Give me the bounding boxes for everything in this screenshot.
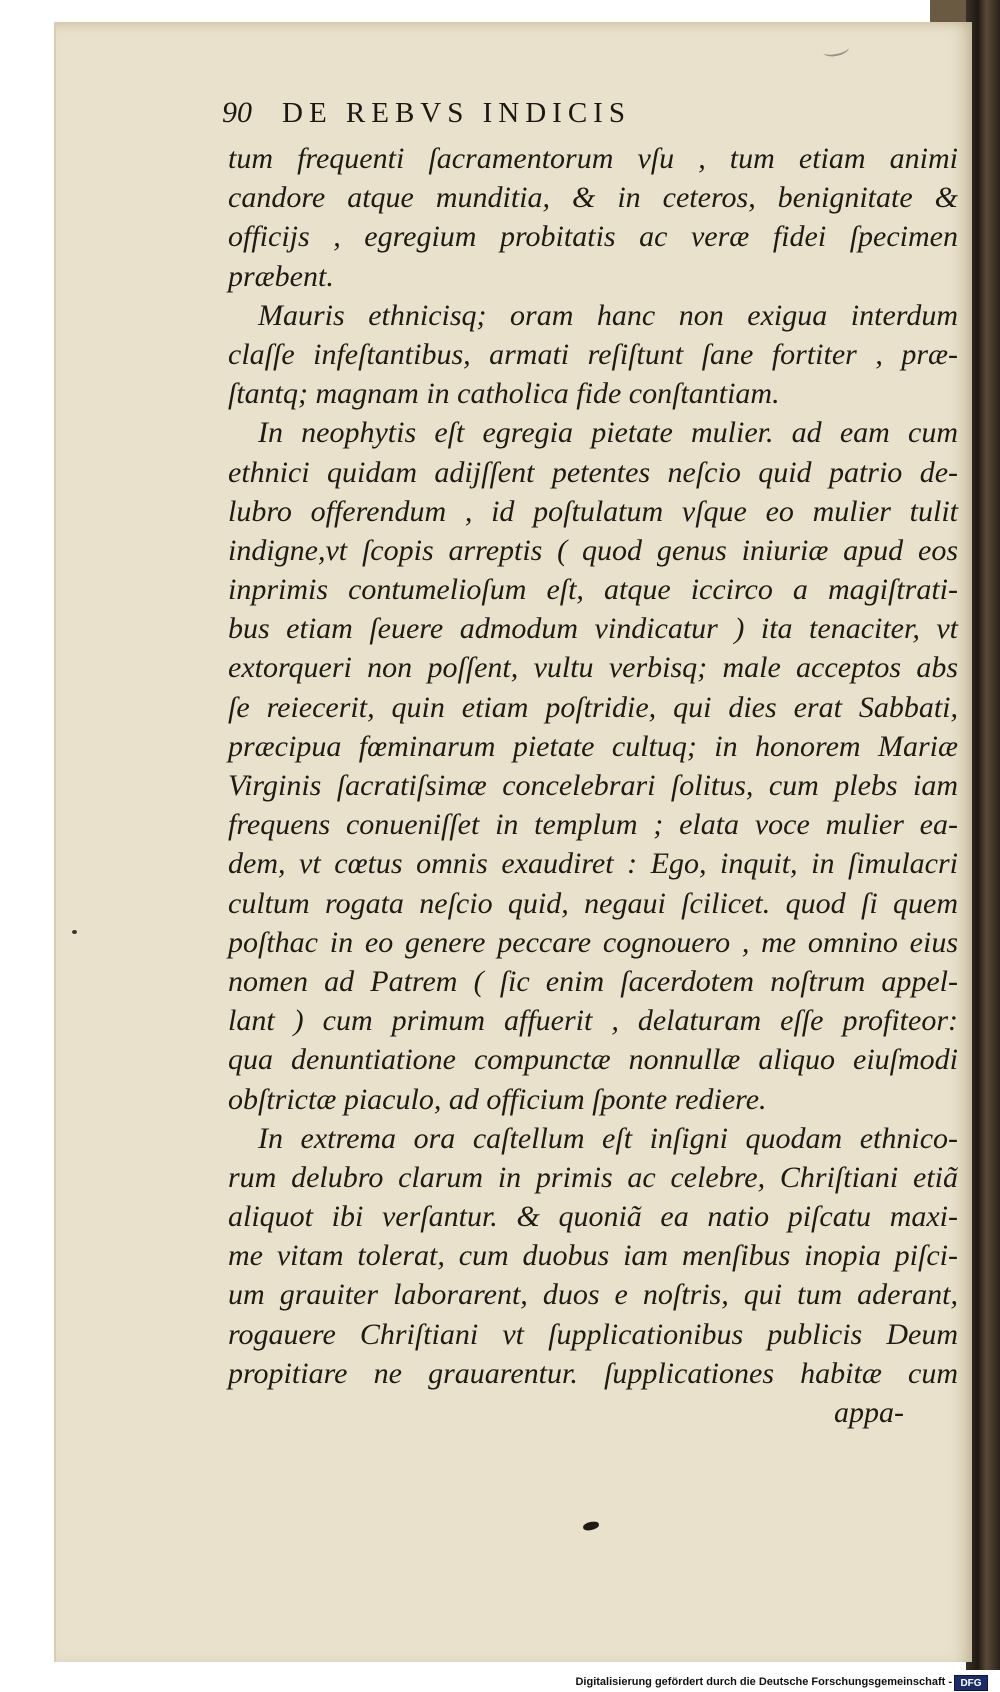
text-line: me vitam tolerat, cum duobus iam menſibus inopia piſci-: [228, 1239, 958, 1273]
text-line: præcipua fœminarum pietate cultuq; in honorem Mariæ: [228, 729, 958, 763]
text-line: um grauiter laborarent, duos e noſtris, qui tum aderant,: [228, 1278, 958, 1312]
text-line: poſthac in eo genere peccare cognouero , me omnino eius: [228, 925, 958, 959]
paper-speck: [72, 930, 77, 934]
text-line: candore atque munditia, & in ceteros, benignitate &: [228, 181, 958, 215]
page-number: 90: [222, 96, 252, 129]
text-line: ethnici quidam adijſſent petentes neſcio quid patrio de-: [228, 455, 958, 489]
text-line: frequens conueniſſet in templum ; elata voce mulier ea-: [228, 808, 958, 842]
text-line: rogauere Chriſtiani vt ſupplicationibus publicis Deum: [228, 1317, 958, 1351]
text-line: qua denuntiatione compunctæ nonnullæ aliquo eiuſmodi: [228, 1043, 958, 1077]
text-line: ſe reiecerit, quin etiam poſtridie, qui dies erat Sabbati,: [228, 690, 958, 724]
text-line: lubro offerendum , id poſtulatum vſque eo mulier tulit: [228, 494, 958, 528]
dfg-logo-icon: DFG: [954, 1675, 988, 1691]
text-line: officijs , egregium probitatis ac veræ fidei ſpecimen: [228, 220, 958, 254]
text-line: claſſe infeſtantibus, armati reſiſtunt ſane fortiter , præ-: [228, 337, 958, 371]
text-line: dem, vt cœtus omnis exaudiret : Ego, inquit, in ſimulacri: [228, 847, 958, 881]
text-line: In extrema ora caſtellum eſt inſigni quodam ethnico-: [258, 1121, 958, 1155]
text-line: rum delubro clarum in primis ac celebre, Chriſtiani etiã: [228, 1160, 958, 1194]
page-header: [222, 96, 832, 142]
text-line: tum frequenti ſacramentorum vſu , tum etiam animi: [228, 142, 958, 175]
text-line: obſtrictæ piaculo, ad officium ſponte rediere.: [228, 1082, 767, 1116]
text-line: bus etiam ſeuere admodum vindicatur ) ita tenaciter, vt: [228, 612, 958, 646]
text-line: aliquot ibi verſantur. & quoniã ea natio piſcatu maxi-: [228, 1200, 958, 1234]
text-line: Mauris ethnicisq; oram hanc non exigua interdum: [258, 298, 958, 332]
text-line: ſtantq; magnam in catholica fide conſtantiam.: [228, 377, 780, 411]
text-line: nomen ad Patrem ( ſic enim ſacerdotem noſtrum appel-: [228, 964, 958, 998]
running-title: DE REBVS INDICIS: [282, 97, 631, 129]
text-line: præbent.: [228, 259, 334, 293]
text-line: propitiare ne grauarentur. ſupplicationes habitæ cum: [228, 1356, 958, 1390]
text-line: extorqueri non poſſent, vultu verbisq; male acceptos abs: [228, 651, 958, 685]
footer-credit: Digitalisierung gefördert durch die Deutsche Forschungsgemeinschaft -: [575, 1676, 952, 1688]
text-line: appa-: [834, 1396, 904, 1429]
text-line: indigne,vt ſcopis arreptis ( quod genus iniuriæ apud eos: [228, 533, 958, 567]
text-line: lant ) cum primum affuerit , delaturam eſſe profiteor:: [228, 1004, 958, 1038]
text-line: inprimis contumelioſum eſt, atque iccirco a magiſtrati-: [228, 573, 958, 607]
text-line: In neophytis eſt egregia pietate mulier. ad eam cum: [258, 416, 958, 450]
text-body: [228, 139, 958, 1432]
text-line: cultum rogata neſcio quid, negaui ſcilicet. quod ſi quem: [228, 886, 958, 920]
text-line: Virginis ſacratiſsimæ concelebrari ſolitus, cum plebs iam: [228, 769, 958, 802]
